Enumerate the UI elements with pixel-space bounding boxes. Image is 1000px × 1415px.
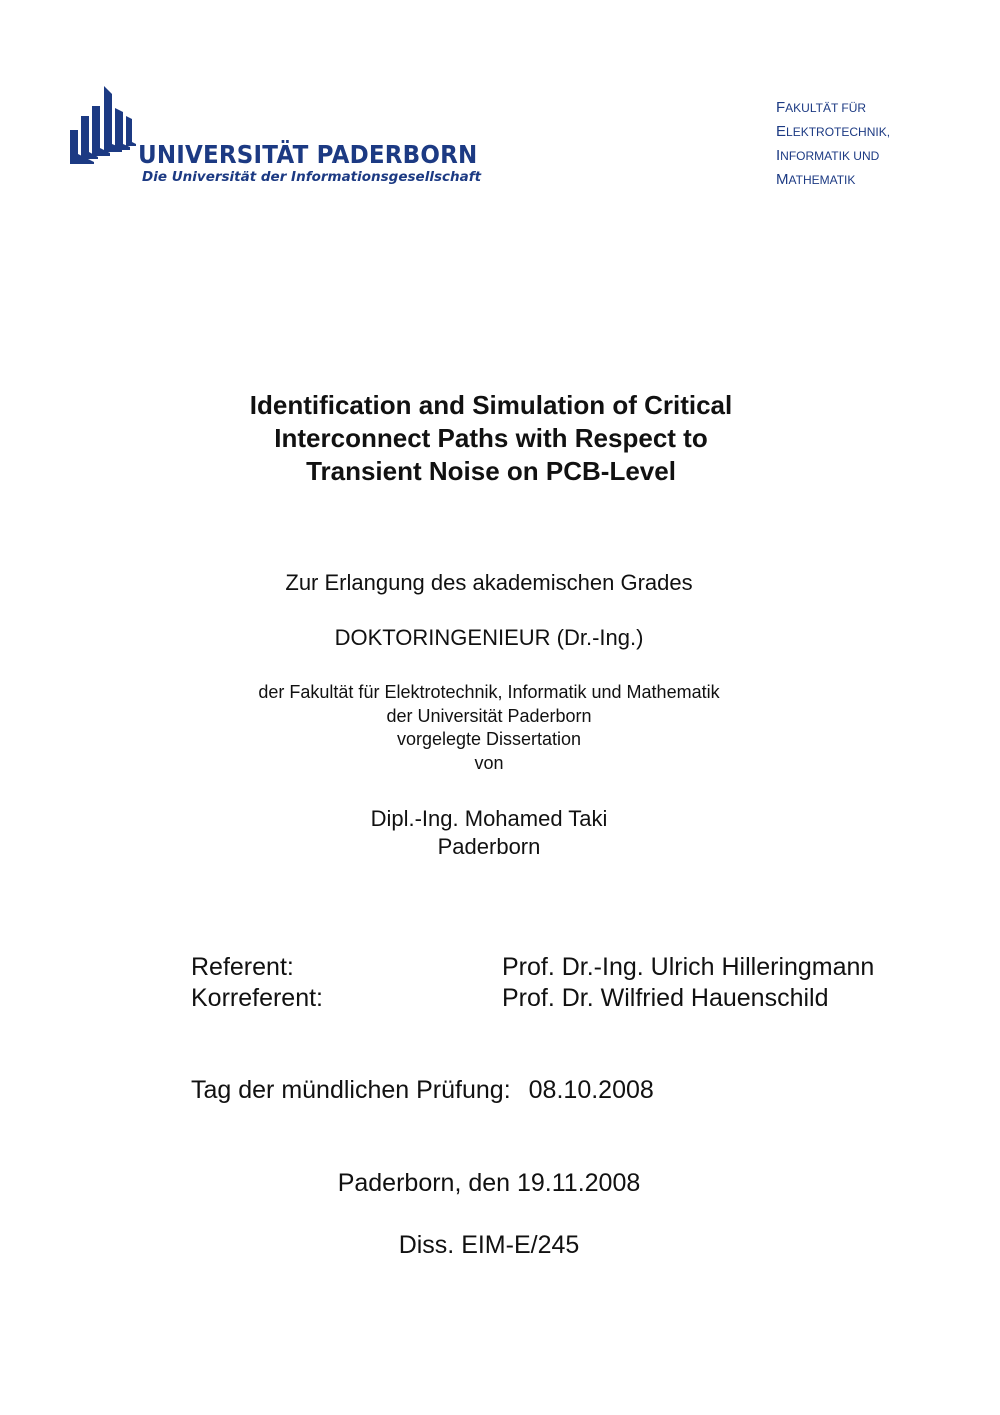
reviewer-role: Referent: [191,953,294,981]
exam-date: 08.10.2008 [528,1076,654,1104]
author-name: Dipl.-Ing. Mohamed Taki [370,806,608,831]
faculty-header [776,96,890,192]
faculty-line: MATHEMATIK [776,171,856,188]
exam-date-line [191,1076,654,1105]
faculty-line-text: ATHEMATIK [788,173,856,187]
dissertation-number: Diss. EIM-E/245 [398,1231,580,1259]
faculty-line-text: NFORMATIK UND [780,149,880,163]
statement-line: der Fakultät für Elektrotechnik, Informatik und Mathematik [258,682,720,702]
statement-line: der Universität Paderborn [386,705,592,726]
title-line: Identification and Simulation of Critical [249,390,733,420]
degree-intro: Zur Erlangung des akademischen Grades [285,570,693,595]
faculty-line: INFORMATIK UND [776,147,880,164]
university-name: UNIVERSITÄT PADERBORN [138,140,478,169]
faculty-line-text: AKULTÄT FÜR [785,101,867,115]
university-logo [70,86,482,190]
reviewer-role: Korreferent: [191,984,324,1012]
author-block [0,805,978,861]
reviewer-name: Prof. Dr.-Ing. Ulrich Hilleringmann [502,953,875,981]
degree-name: DOKTORINGENIEUR (Dr.-Ing.) [334,625,644,650]
university-tagline: Die Universität der Informationsgesellschaft [142,169,482,185]
reviewer-name: Prof. Dr. Wilfried Hauenschild [502,984,829,1012]
title-line: Transient Noise on PCB-Level [306,456,676,486]
faculty-line-text: LEKTROTECHNIK, [786,125,891,139]
faculty-statement [0,681,978,775]
faculty-line: FAKULTÄT FÜR [776,99,867,116]
author-city: Paderborn [437,834,541,859]
faculty-line: ELEKTROTECHNIK, [776,123,891,140]
statement-line: von [474,752,504,773]
exam-label: Tag der mündlichen Prüfung: [191,1076,511,1104]
place-date: Paderborn, den 19.11.2008 [337,1169,641,1197]
university-building-icon [70,86,136,166]
title-line: Interconnect Paths with Respect to [274,423,708,453]
thesis-title [0,389,982,488]
statement-line: vorgelegte Dissertation [396,729,582,749]
